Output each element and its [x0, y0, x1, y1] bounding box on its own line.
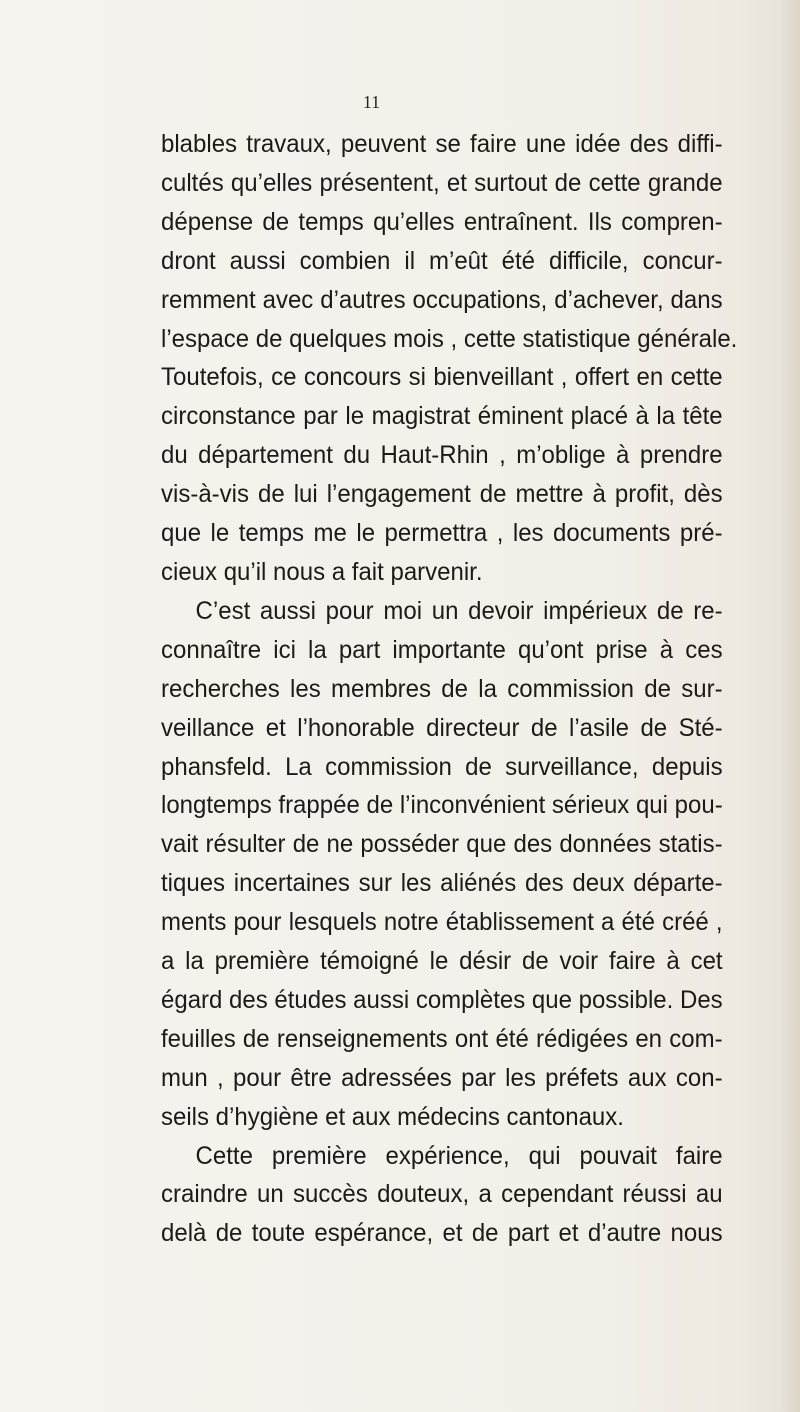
page-number: 11	[362, 92, 381, 112]
text-line: Cette première expérience, qui pouvait faire	[195, 1141, 723, 1170]
text-line: recherches les membres de la commission de sur-	[161, 674, 723, 703]
text-line: delà de toute espérance, et de part et d’autre nous	[161, 1219, 723, 1248]
paragraph-3	[161, 1137, 723, 1254]
text-line: du département du Haut-Rhin , m’oblige à prendre	[161, 441, 723, 470]
text-line: mun , pour être adressées par les préfets aux con-	[161, 1063, 723, 1092]
text-line: a la première témoigné le désir de voir faire à cet	[161, 947, 723, 976]
text-line: cultés qu’elles présentent, et surtout de cette grande	[161, 168, 723, 197]
text-line: craindre un succès douteux, a cependant réussi au	[161, 1180, 723, 1209]
text-line: dront aussi combien il m’eût été difficile, concur-	[161, 246, 723, 275]
text-line: remment avec d’autres occupations, d’achever, dans	[161, 285, 723, 314]
text-line: que le temps me le permettra , les documents pré-	[161, 519, 723, 548]
text-line: tiques incertaines sur les aliénés des deux départe-	[161, 869, 723, 898]
text-line: C’est aussi pour moi un devoir impérieux de re-	[195, 596, 723, 625]
page-edge-shadow	[778, 0, 800, 1412]
text-line: blables travaux, peuvent se faire une idée des diffi-	[161, 130, 723, 158]
text-line: Toutefois, ce concours si bienveillant , offert en cette	[161, 363, 723, 392]
text-line: veillance et l’honorable directeur de l’asile de Sté-	[161, 713, 723, 742]
paragraph-2	[161, 592, 723, 1137]
text-line: cieux qu’il nous a fait parvenir.	[161, 557, 483, 586]
text-line: phansfeld. La commission de surveillance, depuis	[161, 752, 723, 781]
text-line: feuilles de renseignements ont été rédigées en com-	[161, 1024, 723, 1053]
body-text	[161, 125, 738, 1253]
text-line: connaître ici la part importante qu’ont prise à ces	[161, 635, 723, 664]
text-line: seils d’hygiène et aux médecins cantonaux.	[161, 1102, 624, 1131]
text-line: l’espace de quelques mois , cette statistique générale.	[161, 324, 738, 353]
text-line: ments pour lesquels notre établissement a été créé ,	[161, 908, 723, 937]
text-line: longtemps frappée de l’inconvénient sérieux qui pou-	[161, 791, 723, 820]
text-line: circonstance par le magistrat éminent placé à la tête	[161, 402, 723, 431]
text-line: dépense de temps qu’elles entraînent. Ils compren-	[161, 207, 723, 236]
paragraph-1	[161, 125, 738, 592]
text-line: égard des études aussi complètes que possible. Des	[161, 985, 723, 1014]
text-line: vis-à-vis de lui l’engagement de mettre à profit, dès	[161, 480, 723, 509]
text-line: vait résulter de ne posséder que des données statis-	[161, 830, 723, 859]
